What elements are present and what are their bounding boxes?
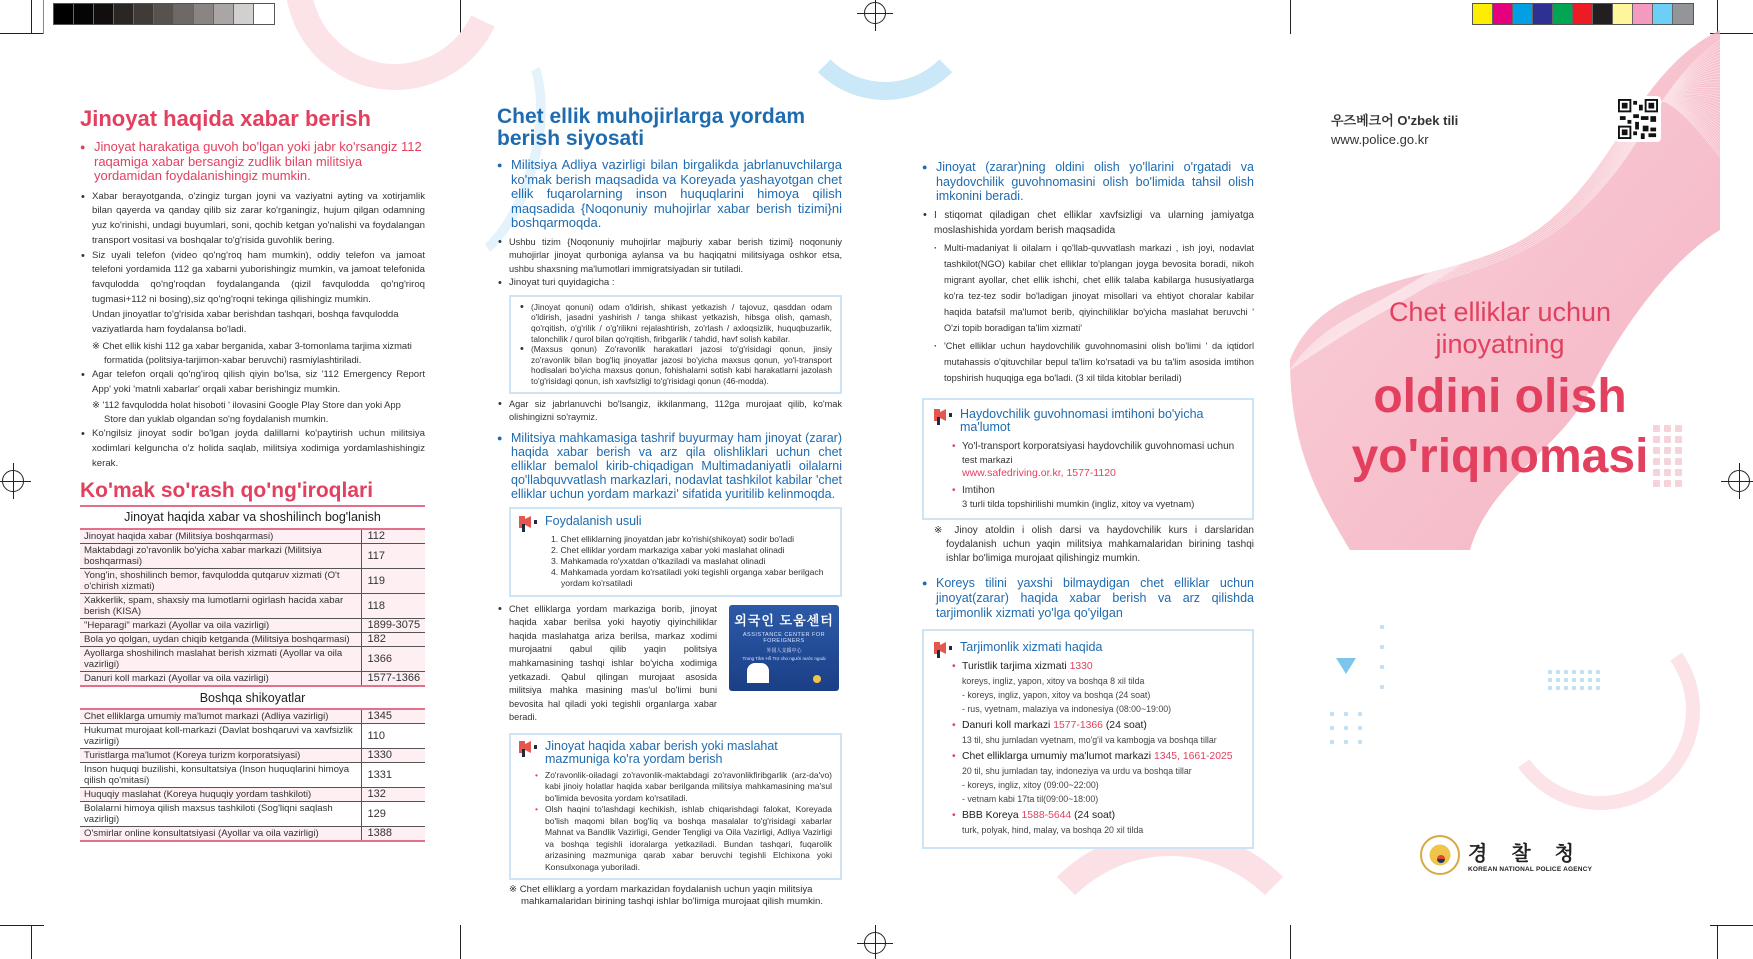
table-row bbox=[80, 633, 425, 647]
note-text: ※ '112 favqulodda holat hisoboti ' ilovasini Google Play Store dan yoki App Store dan yuklab olgandan so'ng foydalanish mumkin. bbox=[92, 399, 401, 424]
decor-dot bbox=[1572, 678, 1576, 682]
decor-dot bbox=[1358, 726, 1362, 730]
color-swatch bbox=[1673, 4, 1693, 24]
decor-dot bbox=[1556, 670, 1560, 674]
phone-number[interactable]: 119 bbox=[361, 569, 425, 594]
decor-dot bbox=[1358, 740, 1362, 744]
decor-dot bbox=[1588, 670, 1592, 674]
table-row bbox=[80, 763, 425, 788]
decor-dot bbox=[1564, 678, 1568, 682]
table-row bbox=[80, 749, 425, 763]
service-name: Maktabdagi zo'ravonlik bo'yicha xabar markazi (Militsiya boshqarmasi) bbox=[80, 544, 361, 569]
service-name: Jinoyat haqida xabar (Militsiya boshqarmasi) bbox=[80, 530, 361, 544]
sub-item: · 'Chet elliklar uchun haydovchilik guvohnomasini olish bo'limi ' da iqtidorl mutahassis o'qituvchilar bepul ta'lim ko'rsatadi va bu ta'lim asosida imtihon topshirish huquqiga ega bo'ladi. (3 xil tilda kitoblar beriladi) bbox=[934, 338, 1254, 386]
cover-title-line2: yo'riqnomasi bbox=[1351, 430, 1649, 483]
crime-type-item: • (Jinoyat qonuni) odam o'ldirish, shikast yetkazish / tajovuz, qasddan odam o'ldirish, jasadni yashirish / tanga shikast yetkazish, hibsga olish, qamash, qo'rqitish, o'g'rilik / o'g'rilikni rejalashtirish, zo'rlash / axloqsizlik, huquqbuzarlik, talonchilik / qurol bilan qo'rqitish, firibgarlik / tahdid, havf solish kabilar. bbox=[519, 302, 832, 344]
service-name: Danuri koll markazi (Ayollar va oila vazirligi) bbox=[80, 672, 361, 687]
service-detail: koreys, ingliz, yapon, xitoy va boshqa 8 xil tilda bbox=[962, 675, 1145, 686]
decor-dot bbox=[1653, 469, 1660, 476]
sign-chinese: 外国人支援中心 bbox=[766, 647, 802, 654]
service-detail: turk, polyak, hind, malay, va boshqa 20 xil tilda bbox=[962, 824, 1144, 835]
sign-english: ASSISTANCE CENTER FOR FOREIGNERS bbox=[742, 631, 826, 644]
panel-report-crime bbox=[80, 0, 425, 959]
decor-dot bbox=[1344, 712, 1348, 716]
decor-triangle bbox=[1336, 658, 1356, 674]
license-item bbox=[950, 484, 1242, 510]
emergency-phones-table bbox=[80, 530, 425, 687]
service-name: Chet elliklarga umumiy ma'lumot markazi (Adliya vazirligi) bbox=[80, 710, 361, 724]
service-name: Ayollarga shoshilinch maslahat berish xizmati (Ayollar va oila vazirligi) bbox=[80, 647, 361, 672]
license-item-text: 3 turli tilda topshirilishi mumkin (ingliz, xitoy va vyetnam) bbox=[962, 497, 1195, 509]
color-swatch bbox=[1653, 4, 1673, 24]
other-complaints-table bbox=[80, 710, 425, 842]
phone-number[interactable]: 1388 bbox=[361, 827, 425, 842]
service-detail: 20 til, shu jumladan tay, indoneziya va urdu va boshqa tillar bbox=[962, 765, 1192, 776]
service-detail: 13 til, shu jumladan vyetnam, mo'g'il va kambogja va boshqa tillar bbox=[962, 734, 1217, 745]
police-emblem-icon bbox=[1420, 835, 1460, 875]
crop-mark bbox=[1717, 925, 1718, 959]
registration-mark bbox=[2, 470, 24, 492]
lead-paragraph: ● Militsiya Adliya vazirligi bilan birgalikda jabrlanuvchilarga ko'mak berish maqsadida va Koreyada yashayotgan chet ellik fuqarolarning inson huquqlarini himoya qilish maqsadida {Noqonuniy muhojirlar xabar berish tizimi}ni boshqarmoqda. bbox=[497, 158, 842, 231]
decor-dot bbox=[1664, 480, 1671, 487]
color-swatch bbox=[1573, 4, 1593, 24]
cover-website-link[interactable]: www.police.go.kr bbox=[1331, 132, 1429, 147]
decor-dot bbox=[1572, 670, 1576, 674]
decor-dot bbox=[1548, 678, 1552, 682]
crop-mark bbox=[43, 0, 44, 34]
registration-mark bbox=[1728, 470, 1750, 492]
megaphone-icon bbox=[519, 514, 539, 530]
service-name: Bolalarni himoya qilish maxsus tashkiloti (Sog'liqni saqlash vazirligi) bbox=[80, 802, 361, 827]
decor-dot bbox=[1344, 726, 1348, 730]
license-info-box bbox=[922, 398, 1254, 520]
phone-number[interactable]: 1899-3075 bbox=[361, 619, 425, 633]
phone-number[interactable]: 110 bbox=[361, 724, 425, 749]
decor-dot bbox=[1548, 686, 1552, 690]
lead-paragraph: ● Jinoyat harakatiga guvoh bo'lgan yoki jabr ko'rsangiz 112 raqamiga xabar bersangiz zudlik bilan militsiya yordamidan foydalanishingiz mumkin. bbox=[80, 140, 425, 184]
table-row bbox=[80, 672, 425, 687]
decor-dot bbox=[1653, 425, 1660, 432]
table-row bbox=[80, 724, 425, 749]
fold-mark bbox=[1290, 0, 1291, 34]
decor-dot bbox=[1596, 686, 1600, 690]
decor-dot bbox=[1580, 678, 1584, 682]
service-detail: - rus, vyetnam, malaziya va indonesiya (08:00~19:00) bbox=[962, 703, 1172, 714]
license-item bbox=[950, 440, 1242, 480]
decor-dot bbox=[1664, 458, 1671, 465]
box-title: Foydalanish usuli bbox=[545, 513, 642, 528]
crop-mark bbox=[31, 925, 32, 959]
help-item: • Zo'ravonlik-oiladagi zo'ravonlik-maktabdagi zo'ravonlikfiribgarlik (arz-da'vo) kabi jinoiy holatlar haqida xabar berilganda militsiya mahkamasining ma'sul bo'limida bevosita yordam ko'rsatiladi. bbox=[533, 770, 832, 805]
megaphone-icon bbox=[934, 640, 954, 656]
decor-dot bbox=[1380, 645, 1384, 649]
color-swatch bbox=[1513, 4, 1533, 24]
decor-dot bbox=[1675, 436, 1682, 443]
decor-dot bbox=[1358, 712, 1362, 716]
decor-dot bbox=[1596, 678, 1600, 682]
service-name: Chet elliklarga umumiy ma'lumot markazi bbox=[962, 750, 1152, 762]
interpretation-service bbox=[950, 660, 1242, 716]
lead-paragraph: ● Koreys tilini yaxshi bilmaydigan chet elliklar uchun jinoyat(zarar) haqida xabar berish va arz qilishda tarjimonlik xizmati yo'lga qo'yilgan bbox=[922, 576, 1254, 621]
phone-number[interactable]: 1345 bbox=[361, 710, 425, 724]
usage-box bbox=[509, 507, 842, 597]
service-name: Huquqiy maslahat (Koreya huquqiy yordam tashkiloti) bbox=[80, 788, 361, 802]
agency-name-korean: 경찰청 bbox=[1468, 843, 1598, 865]
service-phone[interactable]: 1588-5644 bbox=[1021, 809, 1072, 821]
decor-dot bbox=[1380, 665, 1384, 669]
sub-item: · Multi-madaniyat li oilalarn i qo'llab-quvvatlash markazi , ish joyi, nodavlat tashkilot(NGO) kabilar chet elliklar to'plangan joyga bevosita boradi, nikoh migrant ayollar, chet ellik ishchi, chet ellik talaba kabilarga hususiyatlarga ko'ra tez-tez sodir bo'ladigan jinoyat misollari va ehtiyot choralar kabilar haqida batafsil ma'lumot berib, qiyinchiliklar bo'yicha maslahat beruvchi ' O'zi topib boradigan ta'lim xizmati' bbox=[934, 240, 1254, 336]
decor-dot bbox=[1653, 480, 1660, 487]
decor-dot bbox=[1564, 670, 1568, 674]
crime-types-box bbox=[509, 295, 842, 394]
help-content-box bbox=[509, 733, 842, 881]
bullet-text: • Siz uyali telefon (video qo'ng'roq ham mumkin), oddiy telefon va jamoat telefoni yordamida 112 ga xabarni yuborishingiz mumkin, va jamoat telefonida favqulodda qo'ng'roqdan foydalanganda (qizil favqulodda qo'ng'riroq tugmasi+112 ni bosing),siz qo'ng'roqni tekinga qilishingiz mumkin. bbox=[80, 249, 425, 308]
service-name: Hukumat murojaat koll-markazi (Davlat boshqaruvi va xavfsizlik vazirligi) bbox=[80, 724, 361, 749]
crop-mark bbox=[31, 0, 32, 34]
cover-language-label: 우즈베크어 O'zbek tili bbox=[1331, 113, 1459, 128]
color-swatch bbox=[1633, 4, 1653, 24]
sign-vietnamese: Trung Tâm Hỗ Trợ cho người nước ngoài bbox=[742, 655, 826, 661]
lead-paragraph: ● Jinoyat (zarar)ning oldini olish yo'llarini o'rgatadi va haydovchilik guvohnomasini olish bo'limida tahsil olish imkonini beradi. bbox=[922, 160, 1254, 204]
registration-mark bbox=[864, 2, 886, 24]
fold-mark bbox=[1290, 925, 1291, 959]
decor-dot bbox=[1556, 678, 1560, 682]
fold-mark bbox=[460, 925, 461, 959]
decor-dot bbox=[1675, 458, 1682, 465]
service-name: Turistlik tarjima xizmati bbox=[962, 660, 1067, 672]
table-row bbox=[80, 594, 425, 619]
bullet-text: • Xabar berayotganda, o'zingiz turgan joyni va vaziyatni ayting va xotirjamlik bilan qayerda va qanday qilib siz zarar ko'rganingiz, hujum qilgan odamning yuz ko'rinishi, undagi buyumlari, soni, qochib ketgan yo'nalishi va foydalangan transport vositasi va boshqalar to'g'risida guvohlik bering. bbox=[80, 190, 425, 249]
decor-dot bbox=[1664, 447, 1671, 454]
police-agency-logo bbox=[1420, 835, 1598, 875]
crime-type-item: • (Maxsus qonun) Zo'ravonlik harakatlari jazosi to'g'risidagi qonun, jinsiy zo'ravonlik bilan bog'liq jinoyatlar jazosi bo'yicha maxsus qonun, yo'l-transport hodisalari bo'yicha maxsus qonun, fohishalarni sotish kabi harakatlarni jazolash to'g'risidagi qonun, ish xavfsizligi to'g'risidagi qonun (46-modda). bbox=[519, 344, 832, 386]
sign-korean: 외국인 도움센터 bbox=[734, 612, 834, 628]
bullet-text: • I stiqomat qiladigan chet elliklar xavfsizligi va ularning jamiyatga moslashishida yordam berish maqsadida bbox=[922, 208, 1254, 238]
color-swatch bbox=[1473, 4, 1493, 24]
phone-number[interactable]: 129 bbox=[361, 802, 425, 827]
decor-dot bbox=[1588, 678, 1592, 682]
phone-number[interactable]: 132 bbox=[361, 788, 425, 802]
bullet-text: • Ushbu tizim {Noqonuniy muhojirlar majburiy xabar berish tizimi} noqonuniy muhojirlar jinoyat qurboniga aylansa va bu haqiqatni militsiyaga oshkor etsa, ushbu shaxsning ma'lumotlari immigratsiyadan sir tutiladi. bbox=[497, 236, 842, 277]
service-name: Inson huquqi buzilishi, konsultatsiya (Inson huquqlarini himoya qilish qo'mitasi) bbox=[80, 763, 361, 788]
color-swatch bbox=[1593, 4, 1613, 24]
phone-number[interactable]: 1577-1366 bbox=[361, 672, 425, 687]
cover-subtitle-line1: Chet elliklar uchun bbox=[1388, 297, 1612, 327]
service-name: O'smirlar online konsultatsiyasi (Ayollar va oila vazirligi) bbox=[80, 827, 361, 842]
usage-step: 2. Chet elliklar yordam markaziga xabar yoki maslahat olinadi bbox=[551, 544, 785, 555]
crop-mark bbox=[1710, 925, 1753, 926]
service-phone[interactable]: 1330 bbox=[1069, 660, 1093, 672]
license-item-title: • Imtihon bbox=[962, 484, 995, 496]
interpretation-box bbox=[922, 629, 1254, 849]
cover-title-line1: oldini olish bbox=[1373, 370, 1627, 423]
decor-dot bbox=[1653, 447, 1660, 454]
table-row bbox=[80, 827, 425, 842]
interpretation-service bbox=[950, 750, 1242, 806]
decor-dot bbox=[1330, 740, 1334, 744]
table-row bbox=[80, 710, 425, 724]
decor-dot bbox=[1664, 436, 1671, 443]
bullet-text: • Chet elliklarga yordam markaziga borib, jinoyat haqida xabar berilsa yoki hayotiy qiyinchiliklar haqida maslahatga ariza berilsa, markaz xodimi murojaatni qabul qilib yaqin politsiya mahkamasining tashqi ishlar bo'yicha xodimiga yetkazadi. Qabul qilingan murojaat asosida militsiya mahka masining mas'ul bo'limi buni bevosita hal qiladi yoki tegishli organlarga xabar beradi. bbox=[497, 603, 717, 725]
decor-dot bbox=[1572, 686, 1576, 690]
decor-dot bbox=[1580, 686, 1584, 690]
note-text: ※ Chet elliklarg a yordam markazidan foydalanish uchun yaqin militsiya mahkamalaridan birining tashqi ishlar bo'limiga murojaat qilish mumkin. bbox=[509, 884, 824, 908]
qr-code-icon bbox=[1618, 99, 1658, 139]
police-emblem-icon bbox=[813, 675, 821, 683]
decor-arc-pink-cover bbox=[1484, 594, 1716, 826]
phones-group-title: Jinoyat haqida xabar va shoshilinch bog'lanish bbox=[80, 505, 425, 530]
megaphone-icon bbox=[934, 407, 954, 423]
phone-number[interactable]: 1366 bbox=[361, 647, 425, 672]
service-phone[interactable]: 1345, 1661-2025 bbox=[1153, 750, 1233, 762]
decor-dot bbox=[1596, 670, 1600, 674]
license-item-text: test markazi bbox=[962, 453, 1013, 465]
bullet-text: • Agar siz jabrlanuvchi bo'lsangiz, ikkilanmang, 112ga murojaat qilib, ko'mak olishingizni so'raymiz. bbox=[497, 398, 842, 425]
phone-number[interactable]: 1331 bbox=[361, 763, 425, 788]
continuation-text: Undan jinoyatlar to'g'risida xabar berishdan tashqari, boshqa favqulodda vaziyatlarda ham foydalansa bo'ladi. bbox=[92, 308, 399, 335]
decor-dot bbox=[1380, 685, 1384, 689]
qr-code[interactable] bbox=[1615, 96, 1661, 142]
service-name: "Heparagi" markazi (Ayollar va oila vazirligi) bbox=[80, 619, 361, 633]
phones-section-title: Ko'mak so'rash qo'ng'iroqlari bbox=[80, 479, 374, 503]
box-title: Jinoyat haqida xabar berish yoki maslahat mazmuniga ko'ra yordam berish bbox=[545, 738, 778, 766]
service-hours: (24 soat) bbox=[1074, 809, 1116, 821]
table-row bbox=[80, 544, 425, 569]
decor-dot bbox=[1675, 469, 1682, 476]
color-swatch bbox=[54, 4, 74, 24]
interpretation-service bbox=[950, 719, 1242, 747]
table-row bbox=[80, 569, 425, 594]
phone-number[interactable]: 118 bbox=[361, 594, 425, 619]
decor-dot bbox=[1330, 726, 1334, 730]
cmyk-color-bar bbox=[1472, 3, 1694, 25]
decor-dot bbox=[1675, 447, 1682, 454]
decor-dot bbox=[1588, 686, 1592, 690]
bullet-text: • Agar telefon orqali qo'ng'iroq qilish qiyin bo'lsa, siz '112 Emergency Report App' yoki 'matnli xabarlar' orqali xabar berishingiz mumkin. bbox=[80, 368, 425, 398]
interpretation-service bbox=[950, 809, 1242, 837]
decor-dot-column bbox=[1380, 625, 1384, 689]
service-phone[interactable]: 1577-1366 bbox=[1053, 719, 1103, 731]
decor-dot-grid bbox=[1548, 670, 1600, 690]
crop-mark bbox=[0, 925, 44, 926]
color-swatch bbox=[1613, 4, 1633, 24]
service-name: BBB Koreya bbox=[962, 809, 1019, 821]
table-row bbox=[80, 788, 425, 802]
decor-dot bbox=[1653, 458, 1660, 465]
box-title: Haydovchilik guvohnomasi imtihoni bo'yicha ma'lumot bbox=[960, 406, 1204, 434]
help-item: • Olsh haqini to'lashdagi kechikish, ishlab chiqarishdagi falokat, Koreyada bo'lish maqomi bilan bog'liq va boshqa masalalar to'g'risidagi xabarlar Mahnat va Bandlik Vazirligi, Gender Tengligi va Oila Vazirligi, Adliya Vazirligi va boshqa tegishli idoralarga yetkaziladi. Bundan tashqari, fuqarolik arizasining mazmuniga qarab xabar beruvchi tegishli Elchixona yoki Konsulxonaga yuboriladi. bbox=[533, 804, 832, 873]
phone-number[interactable]: 1330 bbox=[361, 749, 425, 763]
safedriving-link[interactable]: www.safedriving.or.kr, 1577-1120 bbox=[962, 466, 1116, 479]
service-hours: (24 soat) bbox=[1105, 719, 1147, 731]
decor-dot bbox=[1330, 712, 1334, 716]
phone-number[interactable]: 112 bbox=[361, 530, 425, 544]
service-detail: - koreys, ingliz, yapon, xitoy va boshqa (24 soat) bbox=[962, 689, 1151, 700]
phones-group-title: Boshqa shikoyatlar bbox=[80, 687, 425, 710]
decor-dot bbox=[1380, 625, 1384, 629]
table-row bbox=[80, 619, 425, 633]
table-row bbox=[80, 530, 425, 544]
decor-dot bbox=[1675, 425, 1682, 432]
color-swatch bbox=[1533, 4, 1553, 24]
service-detail: - koreys, ingliz, xitoy (09:00~22:00) bbox=[962, 779, 1099, 790]
bullet-text: • Jinoyat turi quyidagicha : bbox=[497, 276, 842, 291]
service-name: Yong'in, shoshilinch bemor, favqulodda qutqaruv xizmati (O't o'chirish xizmati) bbox=[80, 569, 361, 594]
box-title: Tarjimonlik xizmati haqida bbox=[960, 639, 1103, 654]
decor-dot bbox=[1580, 670, 1584, 674]
decor-square-grid bbox=[1653, 425, 1682, 487]
license-item-title: • Yo'l-transport korporatsiyasi haydovchilik guvohnomasi uchun bbox=[962, 440, 1235, 452]
decor-dot bbox=[1564, 686, 1568, 690]
table-row bbox=[80, 802, 425, 827]
service-name: Turistlarga ma'lumot (Koreya turizm korporatsiyasi) bbox=[80, 749, 361, 763]
decor-dot bbox=[1344, 740, 1348, 744]
usage-step: 1. Chet elliklarning jinoyatdan jabr ko'rishi(shikoyat) sodir bo'ladi bbox=[551, 533, 795, 544]
note-text: ※ Chet ellik kishi 112 ga xabar berganida, xabar 3-tomonlama tarjima xizmati formatida (politsiya-tarjimon-xabar beruvchi) rasmiylashtiriladi. bbox=[92, 340, 412, 365]
panel-migrant-support bbox=[497, 0, 842, 959]
service-detail: - vetnam kabi 17ta til(09:00~18:00) bbox=[962, 793, 1099, 804]
color-swatch bbox=[1553, 4, 1573, 24]
registration-mark bbox=[864, 932, 886, 954]
panel-prevention-education bbox=[922, 0, 1254, 959]
bullet-text: • Ko'ngilsiz jinoyat sodir bo'lgan joyda dalillarni ko'paytirish uchun militsiya xodimlari kelguncha o'z holida saqlab, militsiya xodimiga yordamlashishingiz kerak. bbox=[80, 427, 425, 471]
phone-number[interactable]: 117 bbox=[361, 544, 425, 569]
decor-dot bbox=[1675, 480, 1682, 487]
note-text: ※ Jinoy atoldin i olish darsi va haydovchilik kurs i darslaridan foydalanish uchun yaqin militsiya mahkamalaridan birining tashqi ishlar bo'limiga murojaat qilishingiz mumkin. bbox=[934, 524, 1254, 564]
decor-dot bbox=[1664, 425, 1671, 432]
crop-mark bbox=[1717, 0, 1718, 34]
agency-name-english: KOREAN NATIONAL POLICE AGENCY bbox=[1468, 866, 1593, 873]
decor-dot bbox=[1664, 469, 1671, 476]
decor-dot bbox=[1653, 436, 1660, 443]
assistance-center-sign bbox=[729, 605, 839, 691]
service-name: Danuri koll markazi bbox=[962, 719, 1051, 731]
decor-dot bbox=[1548, 670, 1552, 674]
usage-step: 3. Mahkamada ro'yxatdan o'tkaziladi va maslahat olinadi bbox=[551, 555, 766, 566]
phone-number[interactable]: 182 bbox=[361, 633, 425, 647]
decor-dot-grid-small bbox=[1330, 712, 1362, 744]
color-swatch bbox=[1493, 4, 1513, 24]
fold-mark bbox=[460, 0, 461, 34]
lead-paragraph: ● Militsiya mahkamasiga tashrif buyurmay ham jinoyat (zarar) haqida xabar berish va arz qila olishliklari uchun chet elliklar bemalol kirib-chiqadigan Multimadaniyatli oilalarni qo'llabquvvatlash markazlari, nodavlat tashkilot kabilar 'chet elliklar uchun yordam markazi' sifatida yuritilib kelinmoqda. bbox=[497, 431, 842, 501]
usage-step: 4. Mahkamada yordam ko'rsatiladi yoki tegishli organga xabar berilgach yordam ko'rsatiladi bbox=[551, 566, 824, 588]
service-name: Xakkerlik, spam, shaxsiy ma lumotlarni ogirlash hacida xabar berish (KISA) bbox=[80, 594, 361, 619]
decor-dot bbox=[1556, 686, 1560, 690]
service-name: Bola yo qolgan, uydan chiqib ketganda (Militsiya boshqarmasi) bbox=[80, 633, 361, 647]
crop-mark bbox=[0, 33, 44, 34]
section-title: Jinoyat haqida xabar berish bbox=[80, 106, 371, 131]
megaphone-icon bbox=[519, 739, 539, 755]
cover-subtitle-line2: jinoyatning bbox=[1435, 329, 1565, 359]
section-title: Chet ellik muhojirlarga yordam berish siyosati bbox=[497, 105, 806, 150]
people-illustration bbox=[747, 663, 769, 683]
table-row bbox=[80, 647, 425, 672]
